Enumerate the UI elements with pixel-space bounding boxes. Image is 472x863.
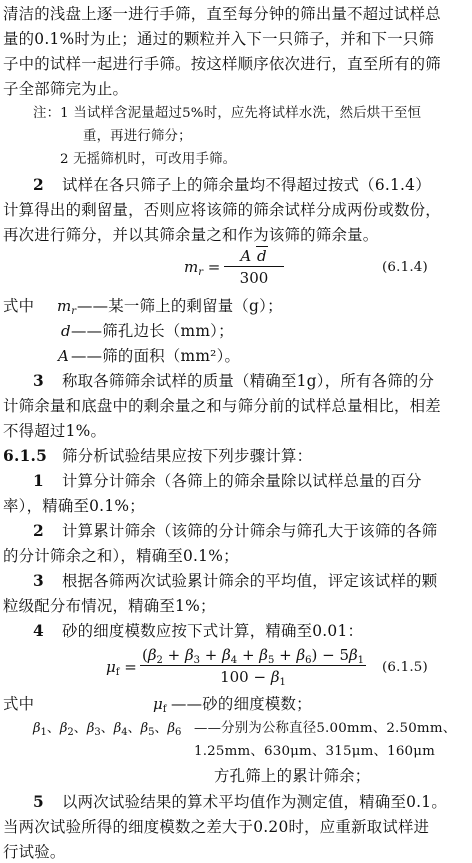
- note-line: 重，再进行筛分；: [83, 129, 192, 144]
- symbol-betas: $\beta_1$、$\beta_2$、$\beta_3$、$\beta_4$、$\beta_5$、$\beta_6$: [33, 721, 182, 738]
- paragraph-line: 砂的细度模数应按下式计算，精确至0.01：: [62, 622, 364, 640]
- definition-line: 1.25mm、630μm、315μm、160μm: [194, 744, 436, 759]
- paragraph-line: 量的0.1%时为止；通过的颗粒并入下一只筛子，并和下一只筛: [3, 30, 435, 48]
- equation-fraction: $(\beta_2 + \beta_3 + \beta_4 + \beta_5 + \beta_6) - 5\beta_1$ $100 - \beta_1$: [141, 646, 365, 688]
- paragraph-line: 当两次试验所得的细度模数之差大于0.20时，应重新取试样进: [3, 818, 430, 836]
- note-line: 2 无摇筛机时，可改用手筛。: [60, 152, 237, 167]
- symbol-d: d: [61, 322, 71, 340]
- paragraph-line: 以两次试验结果的算术平均值作为测定值，精确至0.1。: [62, 793, 447, 811]
- definition-line: ——砂的细度模数；: [171, 695, 312, 713]
- paragraph-line: 试样在各只筛子上的筛余量均不得超过按式（6.1.4）: [62, 176, 431, 194]
- symbol-a: A: [58, 347, 69, 365]
- item-number: 3: [33, 572, 44, 590]
- note-line: 注：1 当试样含泥量超过5%时，应先将试样水洗，然后烘干至恒: [33, 106, 422, 121]
- paragraph-line: 率），精确至0.1%；: [3, 497, 145, 515]
- item-number: 3: [33, 372, 44, 390]
- section-number: 6.1.5: [3, 447, 48, 465]
- item-number: 2: [33, 522, 44, 540]
- paragraph-line: 计算累计筛余（该筛的分计筛余与筛孔大于该筛的各筛: [62, 522, 438, 540]
- paragraph-line: 粒级配分布情况，精确至1%；: [3, 597, 216, 615]
- where-label: 式中: [3, 297, 35, 315]
- paragraph-line: 再次进行筛分，并以其筛余量之和作为该筛的筛余量。: [3, 226, 379, 244]
- equation-number: (6.1.5): [382, 660, 428, 675]
- paragraph-line: 计算得出的剩留量，否则应将该筛的筛余试样分成两份或数份，: [3, 201, 441, 219]
- equation-lhs: $m_r$ =: [184, 258, 221, 278]
- paragraph-line: 子中的试样一起进行手筛。按这样顺序依次进行，直至所有的筛: [3, 55, 441, 73]
- item-number: 2: [33, 176, 44, 194]
- where-label: 式中: [3, 695, 35, 713]
- paragraph-line: 子全部筛完为止。: [3, 80, 129, 98]
- paragraph-line: 计筛余量和底盘中的剩余量之和与筛分前的试样总量相比，相差: [3, 397, 441, 415]
- equation-lhs: $\mu_f$ =: [106, 658, 137, 678]
- definition-line: ——筛孔边长（mm）；: [71, 322, 234, 340]
- symbol-mr: $m_r$: [57, 297, 77, 317]
- paragraph-line: 计算分计筛余（各筛上的筛余量除以试样总量的百分: [62, 472, 422, 490]
- definition-line: ——筛的面积（mm²）。: [71, 347, 241, 365]
- paragraph-line: 根据各筛两次试验累计筛余的平均值，评定该试样的颗: [62, 572, 438, 590]
- paragraph-line: 的分计筛余之和），精确至0.1%；: [3, 547, 239, 565]
- definition-line: 方孔筛上的累计筛余；: [214, 767, 371, 785]
- paragraph-line: 称取各筛筛余试样的质量（精确至1g），所有各筛的分: [62, 372, 435, 390]
- paragraph-line: 清洁的浅盘上逐一进行手筛，直至每分钟的筛出量不超过试样总: [3, 5, 441, 23]
- item-number: 4: [33, 622, 44, 640]
- symbol-muf: $\mu_f$: [153, 695, 167, 715]
- definition-line: ——分别为公称直径5.00mm、2.50mm、: [194, 721, 457, 736]
- equation-fraction: A d 300: [224, 247, 284, 287]
- section-heading: 筛分析试验结果应按下列步骤计算：: [62, 447, 313, 465]
- item-number: 1: [33, 472, 44, 490]
- paragraph-line: 不得超过1%。: [3, 422, 107, 440]
- definition-line: ——某一筛上的剩留量（g）；: [77, 297, 283, 315]
- equation-number: (6.1.4): [382, 260, 428, 275]
- item-number: 5: [33, 793, 44, 811]
- paragraph-line: 行试验。: [3, 843, 66, 861]
